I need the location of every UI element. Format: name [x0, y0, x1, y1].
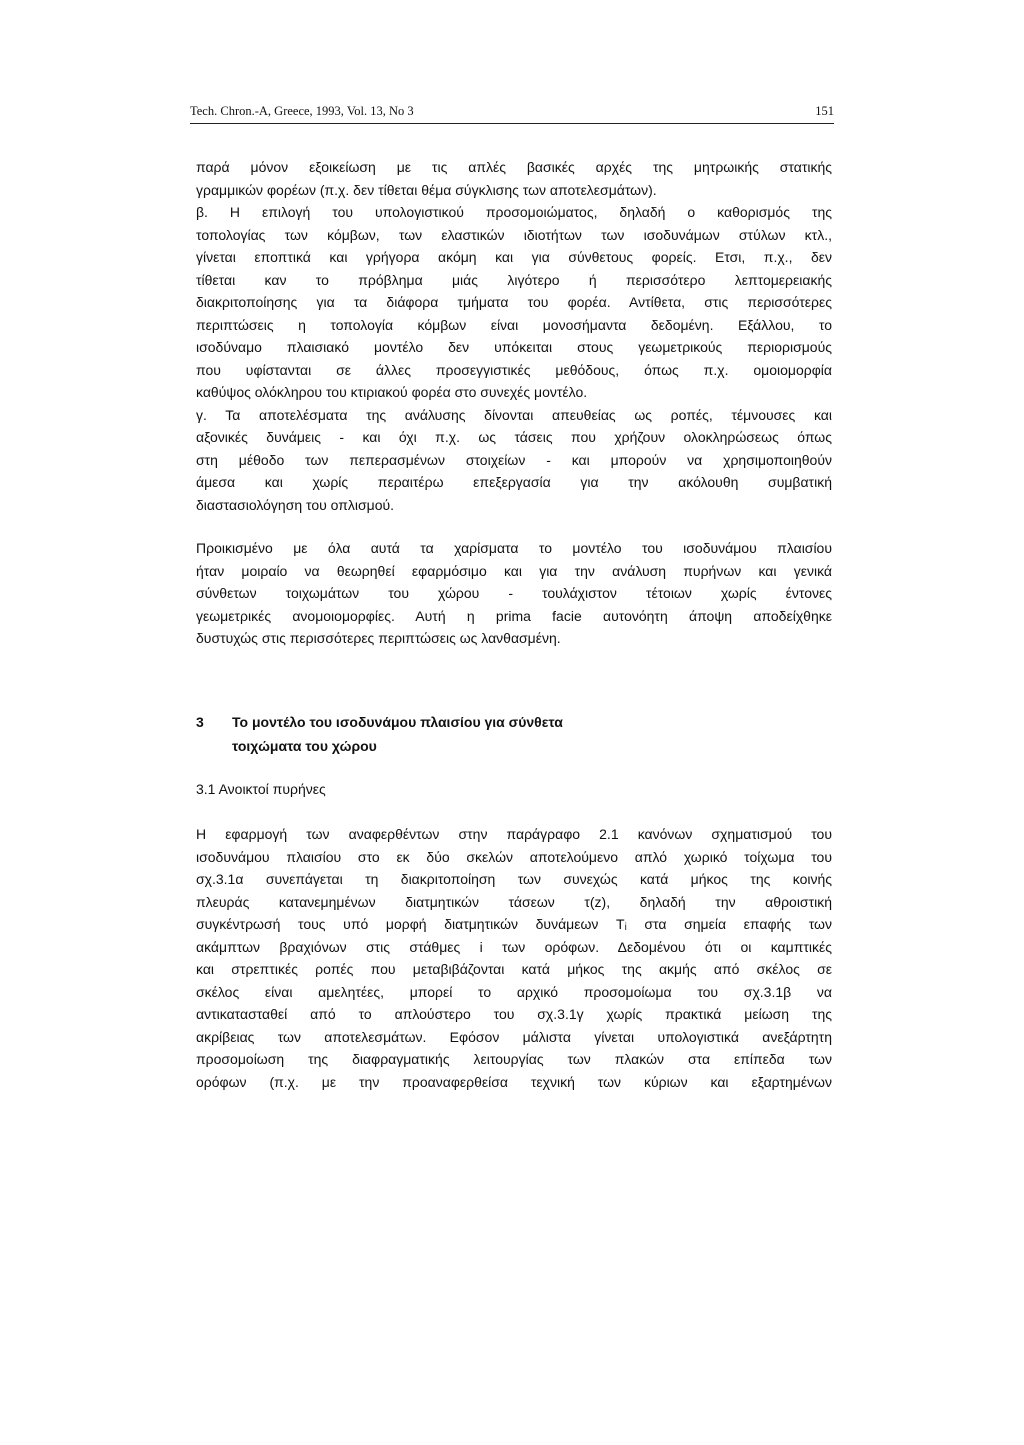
text-line: ήταν μοιραίο να θεωρηθεί εφαρμόσιμο και για την ανάλυση πυρήνων και γενικά [196, 562, 832, 579]
text-line: δυστυχώς στις περισσότερες περιπτώσεις ως λανθασμένη. [196, 630, 561, 646]
running-header [190, 104, 834, 124]
text-line: συγκέντρωσή τους υπό μορφή διατμητικών δυνάμεων Tᵢ στα σημεία επαφής των [196, 916, 832, 932]
text-line: και στρεπτικές ροπές που μεταβιβάζονται κατά μήκος της ακμής από σκέλος σε [196, 961, 832, 977]
text-line: προσομοίωση της διαφραγματικής λειτουργίας των πλακών στα επίπεδα των [196, 1051, 832, 1067]
text-line: διακριτοποίησης για τα διάφορα τμήματα του φορέα. Αντίθετα, στις περισσότερες [196, 294, 832, 310]
text-line: ισοδυνάμου πλαισίου στο εκ δύο σκελών αποτελούμενο απλό χωρικό τοίχωμα του [196, 848, 832, 865]
paragraph-advantages [196, 156, 832, 516]
text-line: σύνθετων τοιχωμάτων του χώρου - τουλάχιστον τέτοιων χωρίς έντονες [196, 585, 832, 601]
text-line: τίθεται καν το πρόβλημα μιάς λιγότερο ή περισσότερο λεπτομερειακής [196, 271, 832, 288]
paragraph-consequence [196, 537, 832, 650]
section-number: 3 [196, 714, 204, 730]
text-line: γίνεται εποπτικά και γρήγορα ακόμη και για σύνθετους φορείς. Ετσι, π.χ., δεν [196, 249, 832, 265]
page-number: 151 [815, 104, 834, 118]
text-line: διαστασιολόγηση του οπλισμού. [196, 496, 395, 513]
text-line: ακάμπτων βραχιόνων στις στάθμες i των ορόφων. Δεδομένου ότι οι καμπτικές [196, 938, 832, 955]
text-line: γραμμικών φορέων (π.χ. δεν τίθεται θέμα σύγκλισης των αποτελεσμάτων). [196, 181, 657, 198]
text-line: καθύψος ολόκληρου του κτιριακού φορέα στο συνεχές μοντέλο. [196, 384, 588, 400]
text-line: αξονικές δυνάμεις - και όχι π.χ. ως τάσεις που χρήζουν ολοκληρώσεως όπως [196, 429, 832, 445]
section-title-line2: τοιχώματα του χώρου [232, 738, 377, 754]
text-line: Προικισμένο με όλα αυτά τα χαρίσματα το μοντέλο του ισοδυνάμου πλαισίου [196, 540, 832, 556]
section-title-line1: Το μοντέλο του ισοδυνάμου πλαισίου για σύνθετα [232, 714, 563, 730]
paragraph-open-cores [196, 823, 832, 1093]
text-line: περιπτώσεις η τοπολογία κόμβων είναι μονοσήμαντα δεδομένη. Εξάλλου, το [196, 316, 832, 333]
subsection-heading: 3.1 Ανοικτοί πυρήνες [196, 781, 326, 797]
text-line: ορόφων (π.χ. με την προαναφερθείσα τεχνική των κύριων και εξαρτημένων [196, 1073, 832, 1090]
text-line: τοπολογίας των κόμβων, των ελαστικών ιδιοτήτων των ισοδυνάμων στύλων κτλ., [196, 226, 832, 243]
text-line: στη μέθοδο των πεπερασμένων στοιχείων - και μπορούν να χρησιμοποιηθούν [196, 451, 832, 468]
text-line: που υφίστανται σε άλλες προσεγγιστικές μεθόδους, όπως π.χ. ομοιομορφία [196, 361, 832, 378]
text-line: άμεσα και χωρίς περαιτέρω επεξεργασία για την ακόλουθη συμβατική [196, 474, 832, 490]
text-line: παρά μόνον εξοικείωση με τις απλές βασικές αρχές της μητρωικής στατικής [196, 159, 832, 175]
text-line: γ. Τα αποτελέσματα της ανάλυσης δίνονται απευθείας ως ροπές, τέμνουσες και [196, 406, 832, 423]
text-line: σχ.3.1α συνεπάγεται τη διακριτοποίηση των συνεχώς κατά μήκος της κοινής [196, 871, 832, 887]
text-line: αντικατασταθεί από το απλούστερο του σχ.3.1γ χωρίς πρακτικά μείωση της [196, 1006, 832, 1022]
text-line: β. Η επιλογή του υπολογιστικού προσομοιώματος, δηλαδή ο καθορισμός της [196, 204, 832, 220]
text-line: γεωμετρικές ανομοιομορφίες. Αυτή η prima facie αυτονόητη άποψη αποδείχθηκε [196, 607, 832, 624]
text-line: σκέλος είναι αμελητέες, μπορεί το αρχικό προσομοίωμα του σχ.3.1β να [196, 983, 832, 1000]
journal-citation: Tech. Chron.-A, Greece, 1993, Vol. 13, No 3 [190, 104, 414, 118]
text-line: ακρίβειας των αποτελεσμάτων. Εφόσον μάλιστα γίνεται υπολογιστικά ανεξάρτητη [196, 1028, 832, 1045]
text-line: Η εφαρμογή των αναφερθέντων στην παράγραφο 2.1 κανόνων σχηματισμού του [196, 826, 832, 842]
text-line: πλευράς κατανεμημένων διατμητικών τάσεων τ(z), δηλαδή την αθροιστική [196, 893, 832, 910]
text-line: ισοδύναμο πλαισιακό μοντέλο δεν υπόκειται στους γεωμετρικούς περιορισμούς [196, 339, 832, 355]
